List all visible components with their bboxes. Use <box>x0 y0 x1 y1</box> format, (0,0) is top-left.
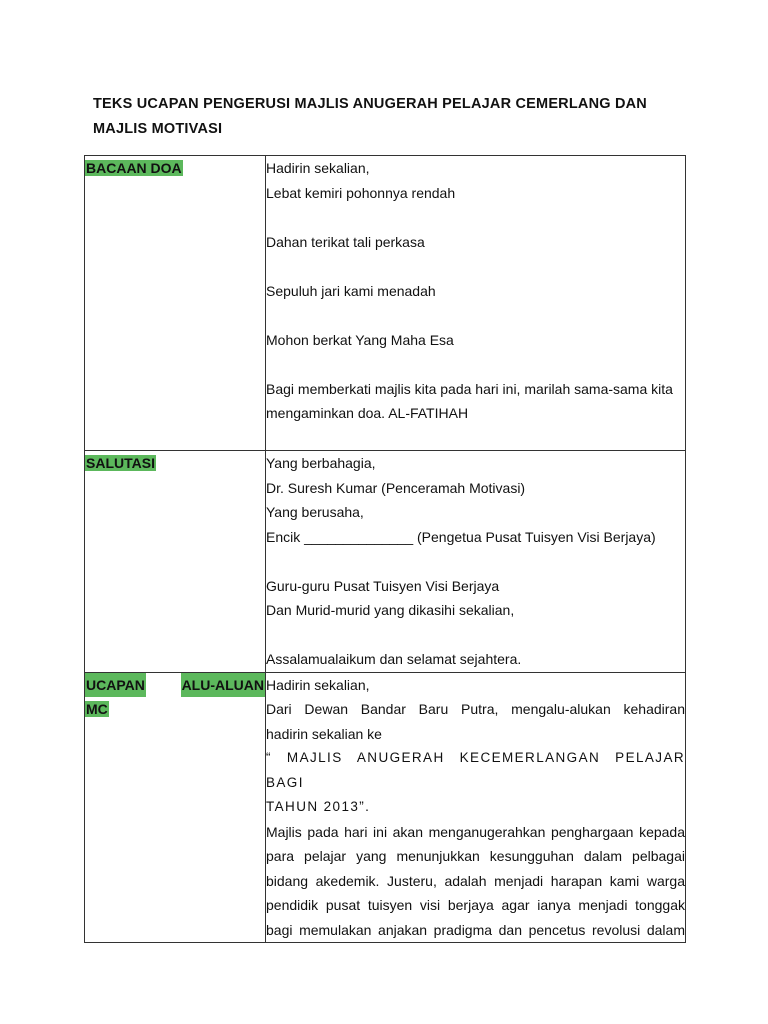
table-row <box>85 672 686 943</box>
alu-aluan-line: Dari Dewan Bandar Baru Putra, mengalu-alukan kehadiran <box>266 701 685 717</box>
doa-line: Hadirin sekalian, <box>266 160 370 176</box>
section-label-cell <box>85 156 266 451</box>
salutasi-line: Dan Murid-murid yang dikasihi sekalian, <box>266 602 515 618</box>
alu-aluan-line: pendidik pusat tuisyen visi berjaya agar ianya menjadi tonggak <box>266 897 685 913</box>
section-label-word: UCAPAN <box>85 673 146 698</box>
doa-line: Bagi memberkati majlis kita pada hari ini, marilah sama-sama kita <box>266 380 673 397</box>
section-body-salutasi <box>266 451 686 673</box>
alu-aluan-line: TAHUN 2013”. <box>266 799 371 814</box>
alu-aluan-line: para pelajar yang menunjukkan kesungguhan dalam pelbagai <box>266 848 685 864</box>
doa-line: Lebat kemiri pohonnya rendah <box>266 184 456 201</box>
doa-line: Dahan terikat tali perkasa <box>266 233 425 250</box>
salutasi-line: Yang berusaha, <box>266 504 364 520</box>
salutasi-line: Encik ______________ (Pengetua Pusat Tuisyen Visi Berjaya) <box>266 528 656 545</box>
document-title: TEKS UCAPAN PENGERUSI MAJLIS ANUGERAH PELAJAR CEMERLANG DAN MAJLIS MOTIVASI <box>93 96 647 137</box>
table-row <box>85 156 686 451</box>
alu-aluan-line: “ MAJLIS ANUGERAH KECEMERLANGAN PELAJAR BAGI <box>266 750 685 790</box>
section-label-word: MC <box>86 701 108 717</box>
section-label-cell <box>85 672 266 943</box>
salutasi-line: Yang berbahagia, <box>266 455 376 471</box>
doa-line: Sepuluh jari kami menadah <box>266 282 436 299</box>
salutasi-line: Assalamualaikum dan selamat sejahtera. <box>266 651 522 667</box>
table-row <box>85 451 686 673</box>
alu-aluan-line: bagi memulakan anjakan pradigma dan pencetus revolusi dalam <box>266 921 685 938</box>
section-body-alu-aluan <box>266 672 686 943</box>
alu-aluan-line: hadirin sekalian ke <box>266 725 382 742</box>
doa-line: mengaminkan doa. AL-FATIHAH <box>266 405 469 421</box>
doa-line: Mohon berkat Yang Maha Esa <box>266 331 454 348</box>
salutasi-line: Guru-guru Pusat Tuisyen Visi Berjaya <box>266 577 500 594</box>
salutasi-line: Dr. Suresh Kumar (Penceramah Motivasi) <box>266 479 526 496</box>
alu-aluan-line: Majlis pada hari ini akan menganugerahkan penghargaan kepada <box>266 823 685 840</box>
section-body-doa <box>266 156 686 451</box>
section-label-word: ALU-ALUAN <box>181 673 265 698</box>
section-label-doa: BACAAN DOA <box>86 160 182 176</box>
alu-aluan-line: Hadirin sekalian, <box>266 676 370 693</box>
speech-table <box>84 155 686 943</box>
alu-aluan-line: bidang akedemik. Justeru, adalah menjadi harapan kami warga <box>266 872 685 889</box>
section-label-cell <box>85 451 266 673</box>
section-label-salutasi: SALUTASI <box>86 455 155 471</box>
section-label-alu-aluan <box>85 673 265 698</box>
